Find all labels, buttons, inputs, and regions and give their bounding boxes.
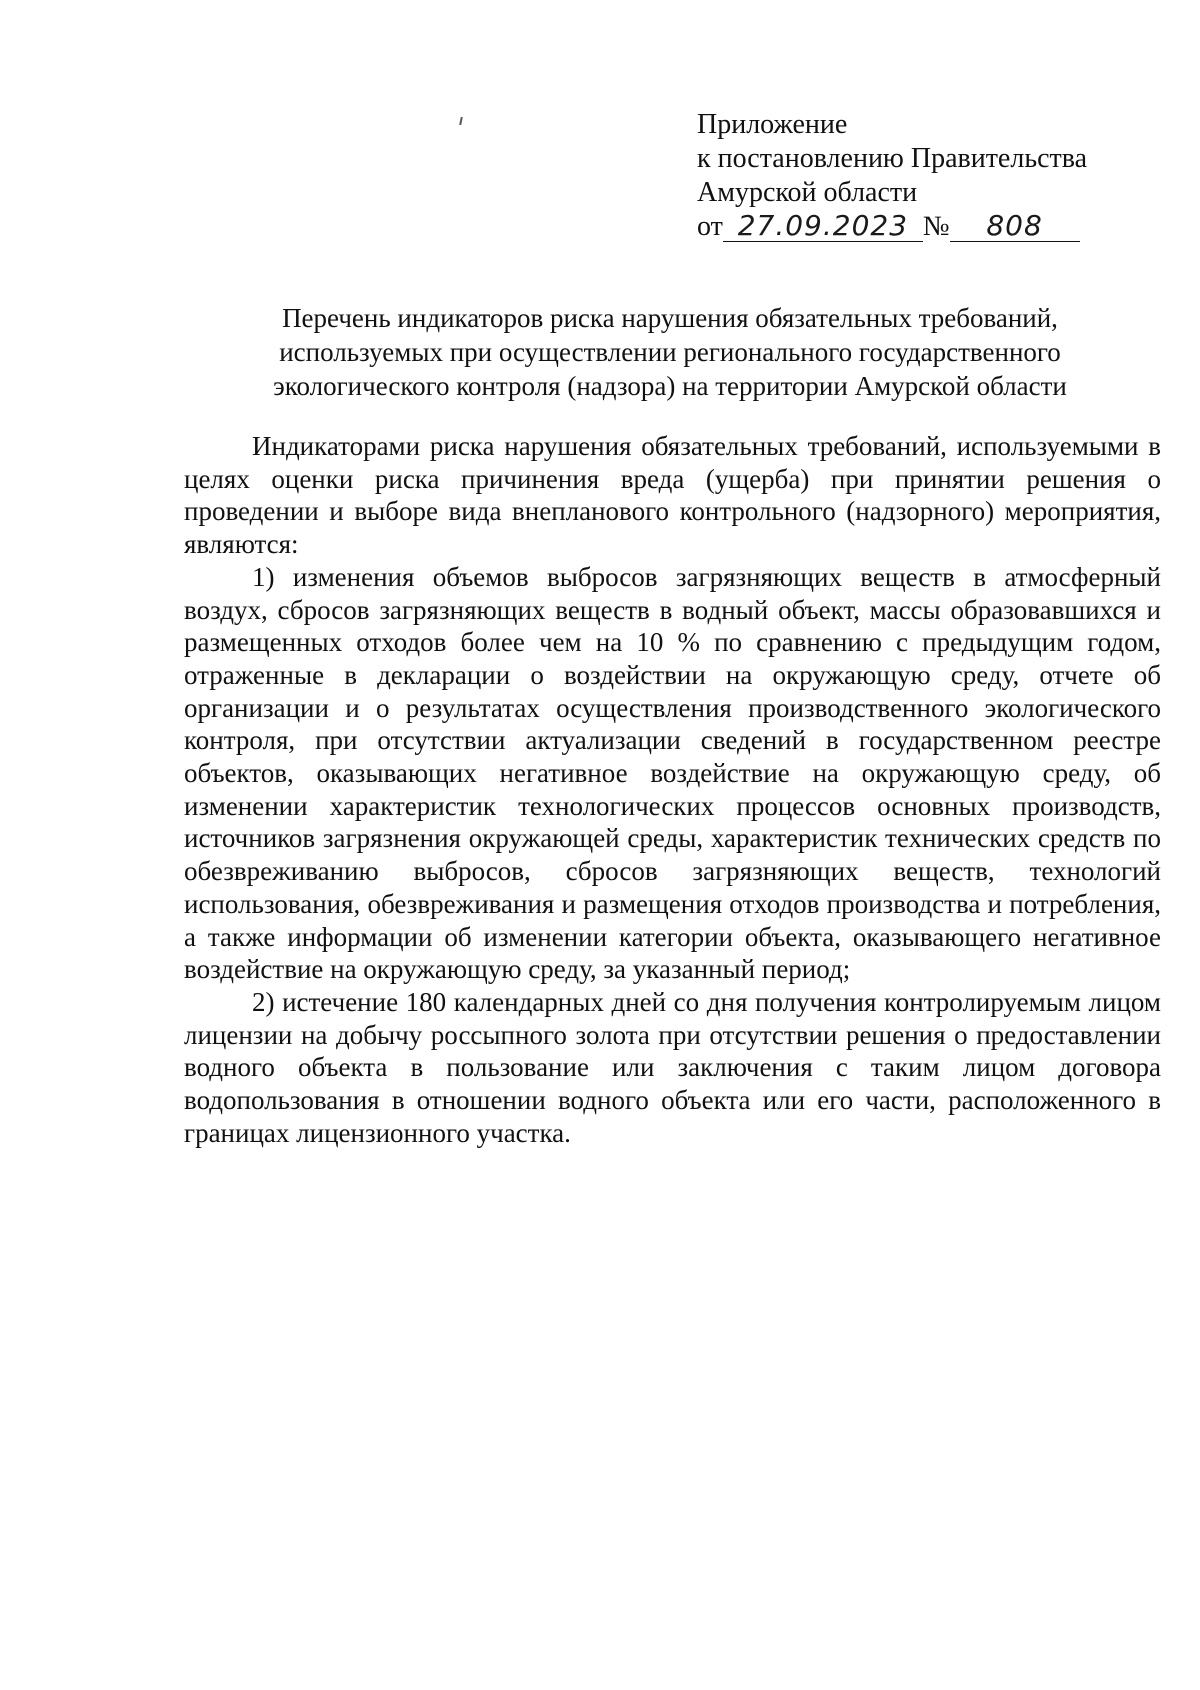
appendix-header [697, 108, 1137, 244]
scan-speck [459, 117, 463, 125]
handwritten-number: 808 [950, 211, 1080, 242]
document-body [184, 430, 1161, 1149]
appendix-date-number-line [697, 210, 1137, 244]
list-item-1: 1) изменения объемов выбросов загрязняющих веществ в атмосферный воздух, сбросов загрязняющих веществ в водный объект, массы образовавшихся и размещенных отходов более чем на 10 % по сравнению с предыдущим годом, отраженные в декларации о воздействии на окружающую среду, отчете об организации и о результатах осуществления производственного экологического контроля, при отсутствии актуализации сведений в государственном реестре объектов, оказывающих негативное воздействие на окружающую среду, об изменении характеристик технологических процессов основных производств, источников загрязнения окружающей среды, характеристик технических средств по обезвреживанию выбросов, сбросов загрязняющих веществ, технологий использования, обезвреживания и размещения отходов производства и потребления, а также информации об изменении категории объекта, оказывающего негативное воздействие на окружающую среду, за указанный период; [184, 561, 1161, 985]
list-item-2: 2) истечение 180 календарных дней со дня получения контролируемым лицом лицензии на добычу россыпного золота при отсутствии решения о предоставлении водного объекта в пользование или заключения с таким лицом договора водопользования в отношении водного объекта или его части, расположенного в границах лицензионного участка. [184, 986, 1161, 1148]
title-line-2: используемых при осуществлении регионального государственного [279, 337, 1061, 367]
appendix-reference: к постановлению Правительства [697, 143, 1088, 174]
appendix-title: Приложение [697, 109, 848, 140]
document-title [200, 301, 1140, 403]
date-prefix: от [697, 211, 723, 242]
number-sign: № [922, 211, 950, 242]
title-line-1: Перечень индикаторов риска нарушения обязательных требований, [282, 303, 1058, 333]
handwritten-date: 27.09.2023 [723, 211, 923, 242]
intro-paragraph: Индикаторами риска нарушения обязательных требований, используемыми в целях оценки риска причинения вреда (ущерба) при принятии решения о проведении и выборе вида внепланового контрольного (надзорного) мероприятия, являются: [184, 431, 1161, 560]
title-line-3: экологического контроля (надзора) на территории Амурской области [273, 371, 1067, 401]
appendix-region: Амурской области [697, 177, 918, 208]
